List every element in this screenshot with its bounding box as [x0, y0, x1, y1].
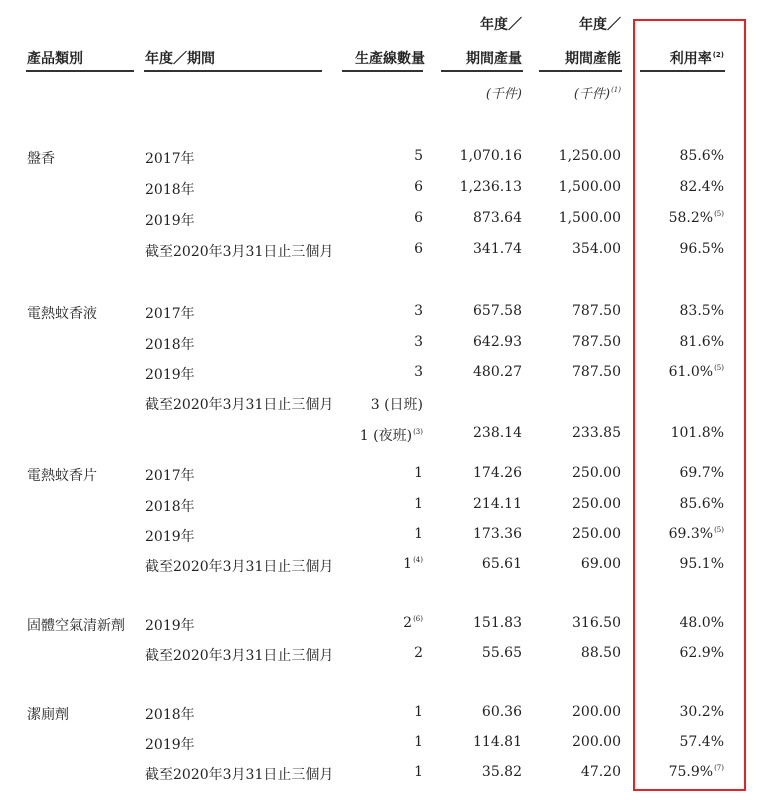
header-capacity-bottom: 期間產能: [565, 51, 621, 67]
row-output-value: 55.65: [481, 645, 522, 661]
row-capacity: [538, 179, 621, 195]
row-capacity: [538, 334, 621, 350]
row-period: [145, 526, 335, 546]
row-utilization-note: (7): [714, 764, 724, 772]
row-output: [440, 645, 522, 661]
row-utilization-value: 82.4%: [679, 179, 724, 195]
row-lines: [340, 148, 423, 164]
row-period-value: 2018年: [145, 337, 195, 353]
row-output: [440, 241, 522, 257]
row-lines: [340, 334, 423, 350]
row-lines-value: 5: [414, 148, 423, 164]
header-capacity-rule: [539, 70, 622, 72]
row-period: [145, 210, 335, 230]
row-period-value: 截至2020年3月31日止三個月: [145, 559, 334, 575]
row-period-value: 2018年: [145, 499, 195, 515]
row-period-value: 2019年: [145, 529, 195, 545]
header-lines: 生產線數量: [355, 51, 425, 67]
row-period: [145, 303, 335, 323]
row-lines-value: 1: [403, 556, 413, 572]
row-utilization-value: 58.2%: [668, 210, 714, 226]
row-lines-value: 3: [414, 334, 423, 350]
row-capacity-value: 233.85: [572, 425, 621, 441]
row-lines-value: 1: [414, 734, 423, 750]
row-category: [27, 303, 137, 323]
row-capacity: [538, 615, 621, 631]
row-capacity-value: 787.50: [572, 364, 621, 380]
row-period: [145, 465, 335, 485]
row-lines-value: 6: [414, 241, 423, 257]
row-category-value: 電熱蚊香片: [27, 468, 97, 484]
row-category: [27, 465, 137, 485]
row-utilization-value: 83.5%: [679, 303, 724, 319]
row-period-value: 2018年: [145, 707, 195, 723]
row-utilization-value: 61.0%: [668, 364, 714, 380]
row-utilization-value: 75.9%: [668, 764, 714, 780]
row-period-value: 2019年: [145, 367, 195, 383]
row-utilization-value: 30.2%: [679, 704, 724, 720]
row-output: [440, 556, 522, 572]
row-utilization-value: 69.3%: [668, 526, 714, 542]
row-capacity-value: 200.00: [572, 734, 621, 750]
row-output-value: 238.14: [473, 425, 522, 441]
row-capacity: [538, 303, 621, 319]
row-output: [440, 764, 522, 780]
row-period-value: 截至2020年3月31日止三個月: [145, 648, 334, 664]
row-capacity: [538, 210, 621, 226]
row-lines-value: 6: [414, 210, 423, 226]
row-period: [145, 734, 335, 754]
row-output: [440, 334, 522, 350]
capacity-unit-note: (1): [611, 86, 621, 94]
row-lines: [340, 303, 423, 319]
row-period-value: 2017年: [145, 151, 195, 167]
row-lines: [340, 425, 423, 445]
row-capacity: [538, 556, 621, 572]
row-output-value: 1,236.13: [459, 179, 522, 195]
row-period: [145, 241, 335, 261]
row-capacity: [538, 148, 621, 164]
row-period-value: 2017年: [145, 468, 195, 484]
row-output: [440, 364, 522, 380]
row-lines: [340, 241, 423, 257]
row-output-value: 65.61: [481, 556, 522, 572]
row-lines: [340, 764, 423, 780]
row-capacity-value: 787.50: [572, 303, 621, 319]
row-lines: [340, 465, 423, 481]
row-period-value: 2019年: [145, 737, 195, 753]
row-utilization-note: (5): [714, 364, 724, 372]
row-utilization-value: 95.1%: [679, 556, 724, 572]
row-capacity: [538, 526, 621, 542]
row-lines: [340, 179, 423, 195]
row-category-value: 潔廁劑: [27, 707, 69, 723]
row-lines-note: (6): [413, 615, 423, 623]
row-capacity-value: 69.00: [580, 556, 621, 572]
row-output: [440, 303, 522, 319]
row-lines: [340, 645, 423, 661]
capacity-unit-label: (千件): [573, 87, 611, 102]
row-capacity: [538, 734, 621, 750]
row-lines: [340, 615, 423, 631]
row-period-value: 截至2020年3月31日止三個月: [145, 767, 334, 783]
row-lines: [340, 526, 423, 542]
row-category: [27, 704, 137, 724]
row-utilization-note: (5): [714, 210, 724, 218]
row-utilization-value: 57.4%: [679, 734, 724, 750]
row-capacity-value: 787.50: [572, 334, 621, 350]
row-utilization-value: 85.6%: [679, 148, 724, 164]
row-utilization-value: 48.0%: [679, 615, 724, 631]
row-capacity-value: 1,500.00: [558, 179, 621, 195]
row-period: [145, 704, 335, 724]
row-capacity: [538, 704, 621, 720]
row-output-value: 642.93: [473, 334, 522, 350]
row-lines-value: 2: [403, 615, 413, 631]
row-output-value: 657.58: [473, 303, 522, 319]
row-period: [145, 179, 335, 199]
header-category: 產品類別: [27, 51, 83, 67]
row-category: [27, 148, 137, 168]
row-period: [145, 496, 335, 516]
row-lines-value: 3: [414, 364, 423, 380]
row-output: [440, 425, 522, 441]
row-period: [145, 364, 335, 384]
row-utilization-value: 81.6%: [679, 334, 724, 350]
row-output-value: 60.36: [481, 704, 522, 720]
row-period-value: 2019年: [145, 213, 195, 229]
row-period: [145, 764, 335, 784]
row-lines-value: 3: [414, 303, 423, 319]
row-lines: [340, 734, 423, 750]
row-output-value: 173.36: [473, 526, 522, 542]
row-capacity-value: 1,500.00: [558, 210, 621, 226]
row-lines-value: 1: [414, 496, 423, 512]
row-output-value: 214.11: [473, 496, 522, 512]
row-category-value: 電熱蚊香液: [27, 306, 97, 322]
row-capacity: [538, 645, 621, 661]
row-period-value: 2018年: [145, 182, 195, 198]
row-lines: [340, 496, 423, 512]
header-output-bottom: 期間產量: [466, 51, 522, 67]
row-output: [440, 179, 522, 195]
row-period-value: 2017年: [145, 306, 195, 322]
row-period: [145, 394, 335, 414]
row-utilization-value: 96.5%: [679, 241, 724, 257]
row-lines-value: 1: [414, 465, 423, 481]
row-lines: [340, 704, 423, 720]
row-capacity-value: 250.00: [572, 465, 621, 481]
row-capacity: [538, 764, 621, 780]
row-lines-value: 1: [414, 526, 423, 542]
row-period-value: 截至2020年3月31日止三個月: [145, 244, 334, 260]
row-output: [440, 734, 522, 750]
row-period: [145, 556, 335, 576]
row-lines: [340, 394, 423, 414]
row-output-value: 341.74: [473, 241, 522, 257]
row-lines-value: 1: [414, 764, 423, 780]
row-output: [440, 704, 522, 720]
row-capacity-value: 316.50: [572, 615, 621, 631]
row-period-value: 2019年: [145, 618, 195, 634]
row-capacity: [538, 364, 621, 380]
row-utilization-value: 101.8%: [670, 425, 724, 441]
row-lines-value: 3 (日班): [370, 397, 423, 413]
row-category: [27, 615, 137, 635]
row-lines: [340, 364, 423, 380]
row-category-value: 固體空氣清新劑: [27, 618, 125, 634]
row-capacity-value: 250.00: [572, 526, 621, 542]
row-output: [440, 615, 522, 631]
header-lines-rule: [342, 70, 423, 72]
row-period: [145, 615, 335, 635]
row-output: [440, 496, 522, 512]
row-lines-value: 2: [414, 645, 423, 661]
row-output: [440, 526, 522, 542]
row-period: [145, 148, 335, 168]
header-utilization-note: (2): [712, 51, 724, 59]
row-utilization-value: 85.6%: [679, 496, 724, 512]
output-unit: (千件): [485, 87, 522, 102]
row-period: [145, 334, 335, 354]
row-lines-value: 6: [414, 179, 423, 195]
header-category-rule: [26, 70, 134, 72]
row-output-value: 35.82: [481, 764, 522, 780]
row-capacity-value: 47.20: [580, 764, 621, 780]
row-lines: [340, 556, 423, 572]
header-capacity-top: 年度／: [579, 17, 621, 33]
row-capacity-value: 200.00: [572, 704, 621, 720]
row-utilization-value: 69.7%: [679, 465, 724, 481]
row-output-value: 151.83: [473, 615, 522, 631]
row-capacity: [538, 496, 621, 512]
row-capacity-value: 88.50: [580, 645, 621, 661]
row-lines: [340, 210, 423, 226]
row-capacity-value: 1,250.00: [558, 148, 621, 164]
row-output-value: 114.81: [473, 734, 522, 750]
row-output-value: 480.27: [473, 364, 522, 380]
row-utilization-value: 62.9%: [679, 645, 724, 661]
header-utilization-label: 利用率: [669, 51, 712, 67]
row-lines-note: (3): [413, 428, 423, 436]
row-period: [145, 645, 335, 665]
header-period: 年度／期間: [145, 51, 215, 67]
row-period-value: 截至2020年3月31日止三個月: [145, 397, 334, 413]
utilization-highlight-box: [633, 19, 746, 791]
row-capacity: [538, 241, 621, 257]
row-capacity: [538, 465, 621, 481]
row-output: [440, 210, 522, 226]
capacity-unit: [538, 83, 621, 102]
header-output-top: 年度／: [480, 17, 522, 33]
row-utilization-note: (5): [714, 526, 724, 534]
row-category-value: 盤香: [27, 151, 55, 167]
row-lines-value: 1 (夜班): [359, 428, 413, 444]
row-capacity: [538, 425, 621, 441]
header-period-rule: [144, 70, 322, 72]
row-output: [440, 465, 522, 481]
header-output-rule: [441, 70, 523, 72]
row-output: [440, 148, 522, 164]
row-output-value: 1,070.16: [459, 148, 522, 164]
row-output-value: 873.64: [473, 210, 522, 226]
row-capacity-value: 250.00: [572, 496, 621, 512]
row-capacity-value: 354.00: [572, 241, 621, 257]
row-lines-value: 1: [414, 704, 423, 720]
row-output-value: 174.26: [473, 465, 522, 481]
row-lines-note: (4): [413, 556, 423, 564]
